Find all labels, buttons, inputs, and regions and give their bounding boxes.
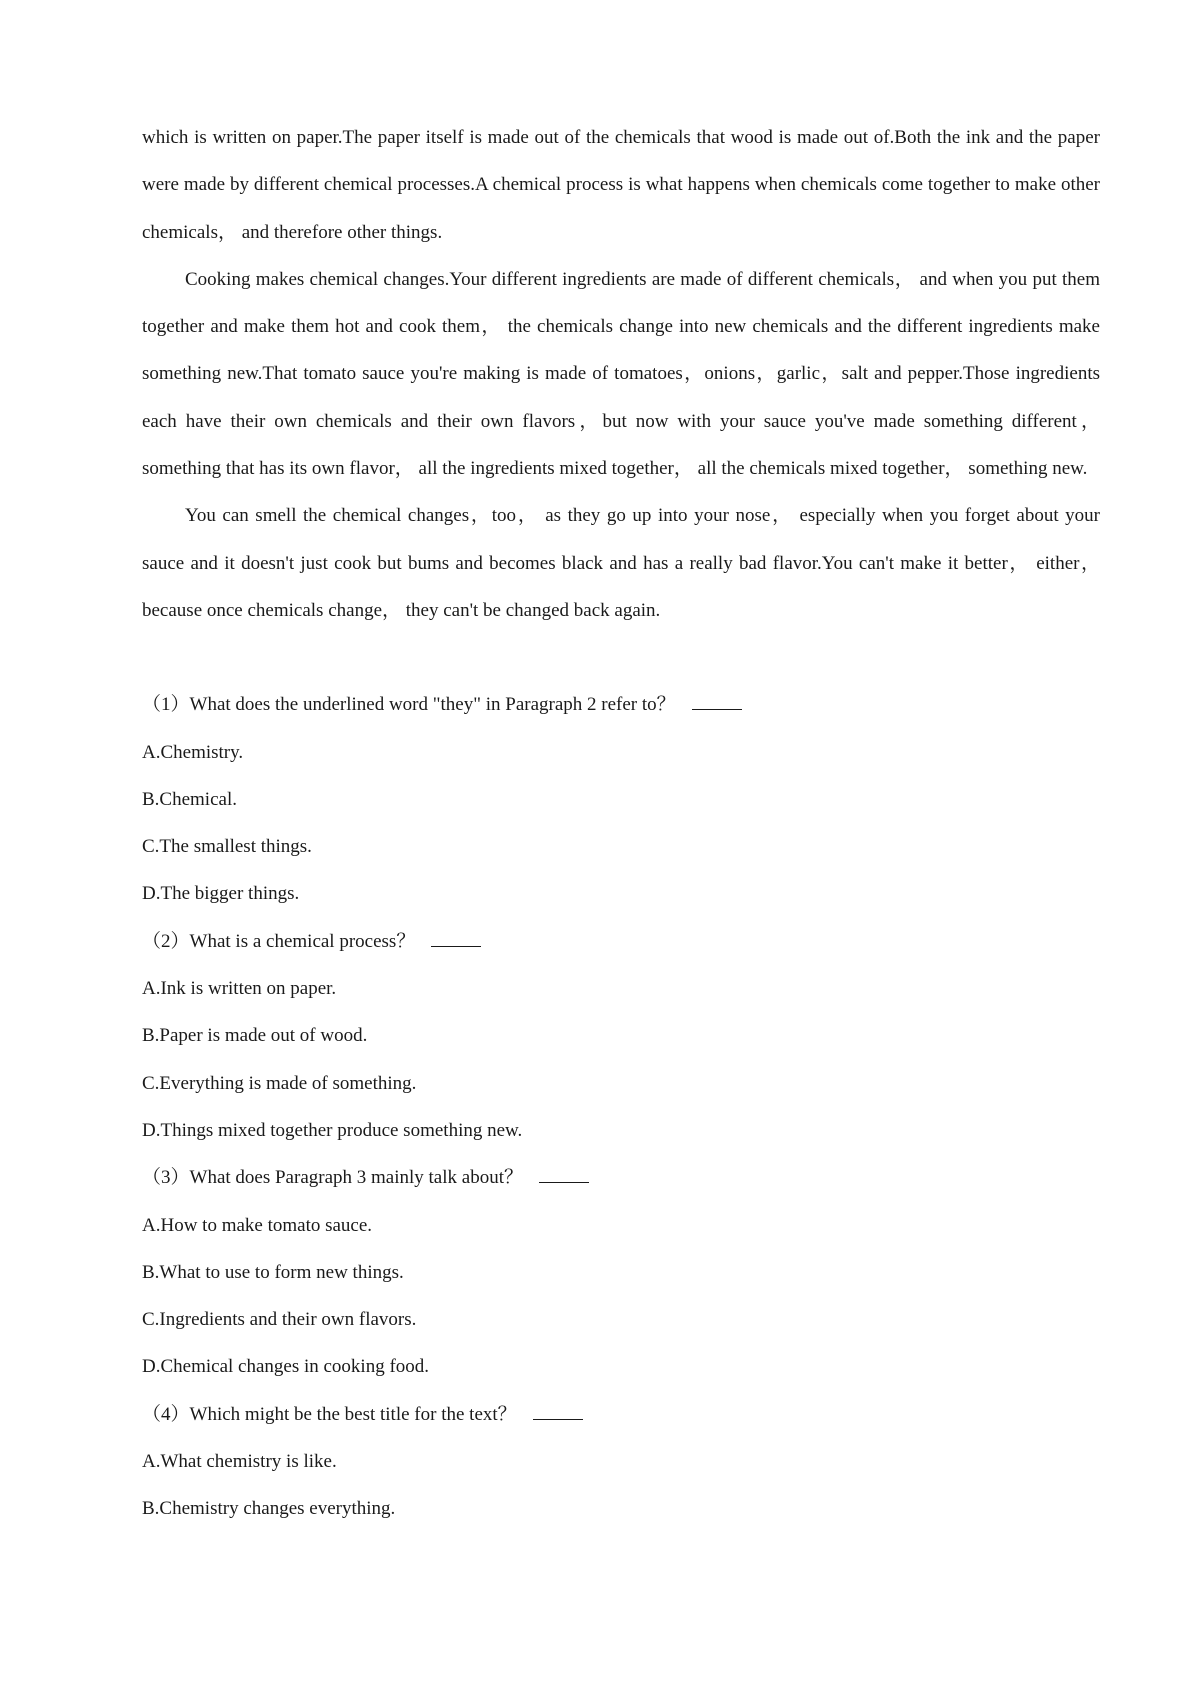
question-4 <box>142 1391 1100 1533</box>
question-2 <box>142 918 1100 1154</box>
passage-paragraph-3: You can smell the chemical changes，too， as they go up into your nose， especially when you forget about your sauce and it doesn't just cook but bums and becomes black and has a really bad flavor.You can't make it better， either， because once chemicals change， they can't be changed back again. <box>142 505 1100 621</box>
option-c: C.Everything is made of something. <box>142 1072 417 1094</box>
option-b: B.What to use to form new things. <box>142 1261 404 1283</box>
passage-paragraph-1: which is written on paper.The paper itself is made out of the chemicals that wood is made out of.Both the ink and the paper were made by different chemical processes.A chemical process is what happens when chemicals come together to make other chemicals， and therefore other things. <box>142 127 1100 243</box>
question-stem <box>142 1154 1100 1201</box>
question-3 <box>142 1154 1100 1390</box>
question-number: （4） <box>142 1403 190 1425</box>
question-text: What is a chemical process？ <box>189 930 416 952</box>
option-a: A.Ink is written on paper. <box>142 978 337 1000</box>
option-b: B.Paper is made out of wood. <box>142 1025 368 1047</box>
answer-blank <box>533 1404 583 1420</box>
option-c: C.The smallest things. <box>142 836 312 858</box>
option-d: D.Chemical changes in cooking food. <box>142 1356 430 1378</box>
question-text: Which might be the best title for the text？ <box>189 1403 517 1425</box>
question-number: （3） <box>142 1167 190 1189</box>
question-text: What does Paragraph 3 mainly talk about？ <box>189 1167 523 1189</box>
option-a: A.What chemistry is like. <box>142 1451 337 1473</box>
answer-blank <box>539 1167 589 1183</box>
question-text: What does the underlined word "they" in Paragraph 2 refer to？ <box>189 694 676 716</box>
question-stem <box>142 1391 1100 1438</box>
option-a: A.How to make tomato sauce. <box>142 1214 373 1236</box>
document-page <box>142 114 1100 1533</box>
question-number: （2） <box>142 930 190 952</box>
question-list <box>142 681 1100 1532</box>
answer-blank <box>431 931 481 947</box>
question-stem <box>142 918 1100 965</box>
option-a: A.Chemistry. <box>142 741 244 763</box>
question-1 <box>142 681 1100 917</box>
reading-passage <box>142 114 1100 634</box>
option-b: B.Chemical. <box>142 788 237 810</box>
question-stem <box>142 681 1100 728</box>
passage-paragraph-2: Cooking makes chemical changes.Your different ingredients are made of different chemicals， and when you put them together and make them hot and cook them， the chemicals change into new chemicals and the different ingredients make something new.That tomato sauce you're making is made of tomatoes，onions，garlic，salt and pepper.Those ingredients each have their own chemicals and their own flavors，but now with your sauce you've made something different， something that has its own flavor， all the ingredients mixed together， all the chemicals mixed together， something new. <box>142 268 1100 480</box>
option-d: D.The bigger things. <box>142 883 300 905</box>
option-d: D.Things mixed together produce something new. <box>142 1119 523 1141</box>
option-b: B.Chemistry changes everything. <box>142 1498 396 1520</box>
option-c: C.Ingredients and their own flavors. <box>142 1309 417 1331</box>
answer-blank <box>692 694 742 710</box>
question-number: （1） <box>142 694 190 716</box>
